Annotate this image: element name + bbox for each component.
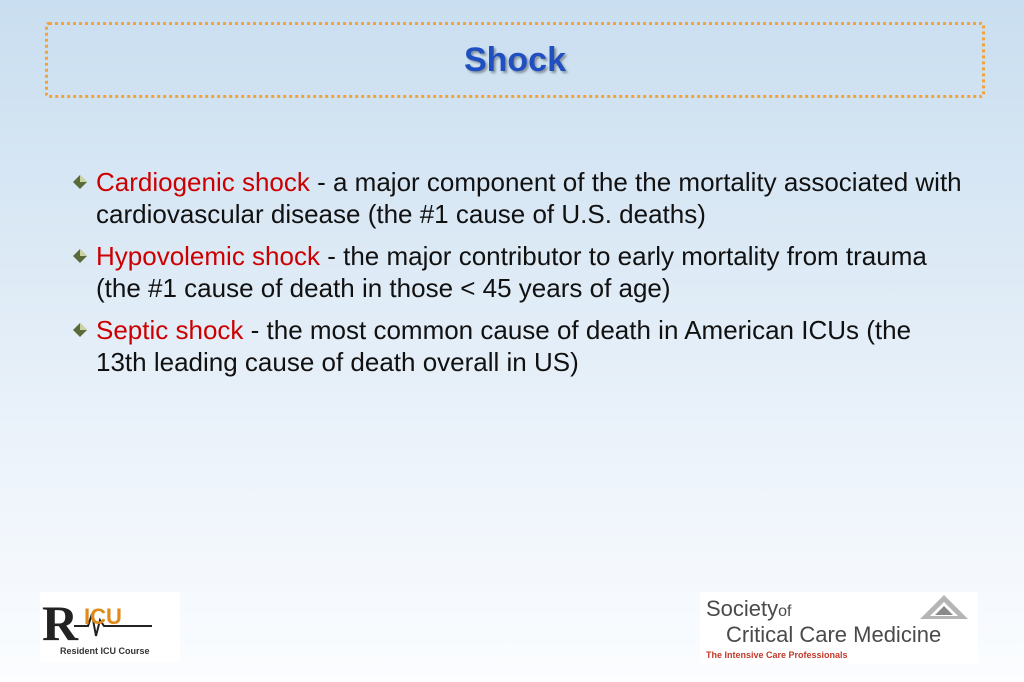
- sccm-of: of: [778, 603, 792, 620]
- diamond-bullet-icon: [72, 248, 88, 264]
- ricu-logo-graphic: [40, 592, 180, 648]
- svg-text:R: R: [42, 595, 79, 648]
- title-box: [45, 22, 985, 98]
- slide-title: Shock: [463, 40, 567, 79]
- bullet-cardiogenic: [62, 166, 962, 230]
- bullet-septic: [62, 314, 962, 378]
- ricu-caption: Resident ICU Course: [60, 646, 150, 656]
- sccm-society: Society: [706, 596, 779, 621]
- sccm-tagline: The Intensive Care Professionals: [706, 650, 848, 660]
- bullet-term: Hypovolemic shock: [96, 241, 320, 271]
- sccm-name-line2: Critical Care Medicine: [726, 622, 942, 647]
- bullet-hypovolemic: [62, 240, 962, 304]
- bullet-term: Septic shock: [96, 315, 244, 345]
- diamond-bullet-icon: [72, 322, 88, 338]
- bullet-list: [62, 166, 962, 388]
- sccm-logo: [700, 592, 978, 664]
- bullet-text: - the major contributor to early mortality from trauma (the #1 cause of death in those < 45 years of age): [96, 241, 927, 303]
- sccm-name-line1: [706, 596, 792, 622]
- sccm-triangle-icon: [918, 594, 970, 620]
- ricu-logo: [40, 592, 180, 662]
- bullet-term: Cardiogenic shock: [96, 167, 310, 197]
- bullet-text: - the most common cause of death in American ICUs (the 13th leading cause of death overall in US): [96, 315, 912, 377]
- bullet-text: - a major component of the the mortality associated with cardiovascular disease (the #1 cause of U.S. deaths): [96, 167, 962, 229]
- svg-text:ICU: ICU: [84, 604, 122, 629]
- diamond-bullet-icon: [72, 174, 88, 190]
